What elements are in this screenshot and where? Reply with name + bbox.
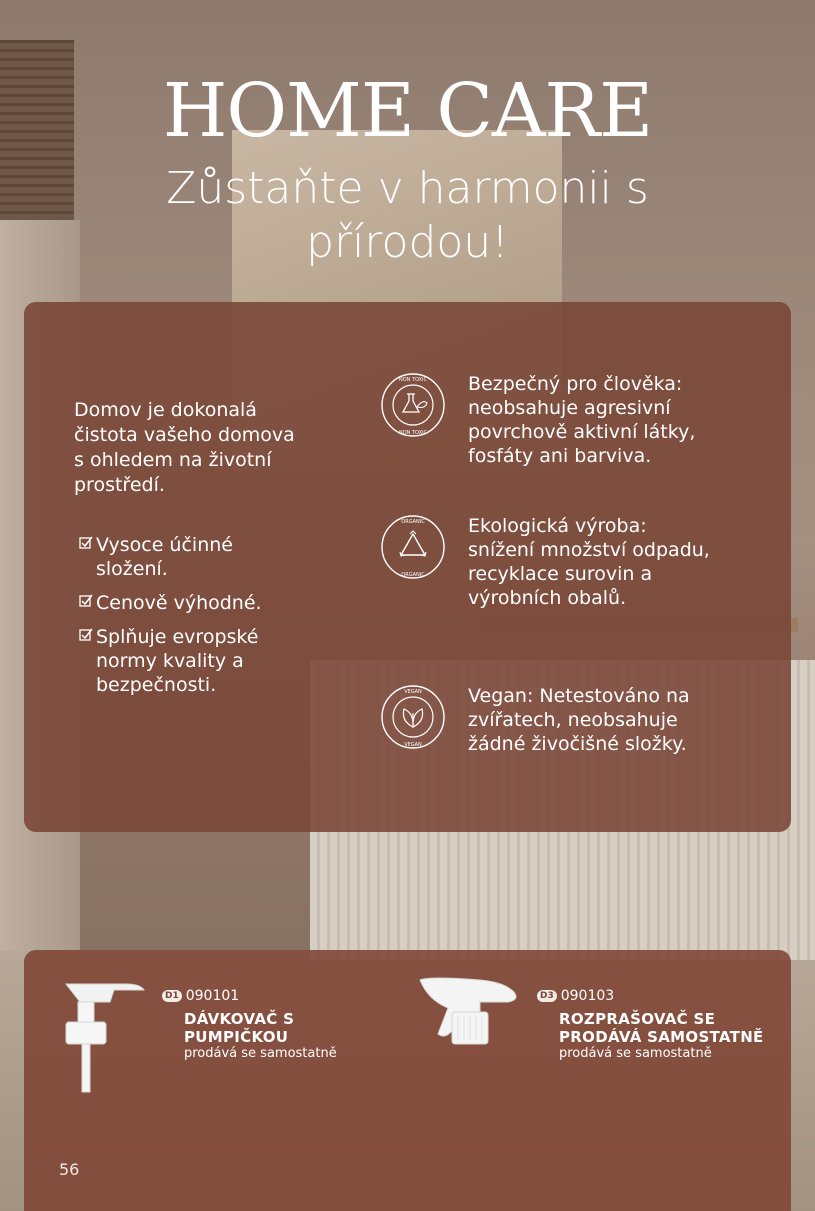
checklist-item-line: Vysoce účinné	[96, 534, 233, 556]
checkbox-checked-icon	[76, 628, 96, 642]
product-code: 090101	[185, 988, 240, 1004]
product-note: prodává se samostatně	[184, 1046, 337, 1061]
intro-line: čistota vašeho domova	[74, 424, 295, 446]
product-code: 090103	[560, 988, 615, 1004]
product-pump-dispenser	[162, 988, 337, 1061]
checklist-item-line: bezpečnosti.	[96, 674, 217, 696]
checkbox-checked-icon	[76, 536, 96, 550]
intro-line: s ohledem na životní	[74, 449, 272, 471]
organic-badge-icon	[380, 514, 446, 580]
checklist-item-line: normy kvality a	[96, 650, 244, 672]
feature-line: zvířatech, neobsahuje	[468, 709, 678, 731]
feature-line: výrobních obalů.	[468, 587, 627, 609]
badge-bottom-text: NON TOXIC	[398, 430, 428, 436]
page-title: HOME CARE	[162, 68, 653, 154]
benefits-checklist	[76, 533, 316, 707]
product-name-line: PUMPIČKOU	[184, 1028, 289, 1046]
subtitle-line: přírodou!	[306, 217, 509, 268]
product-tag: D3	[537, 990, 557, 1002]
product-note: prodává se samostatně	[559, 1046, 712, 1061]
pump-dispenser-icon	[56, 978, 148, 1094]
feature-line: Ekologická výroba:	[468, 515, 647, 537]
checklist-item	[76, 625, 316, 697]
badge-top-text: VEGAN	[404, 689, 422, 695]
product-name-line: DÁVKOVAČ S	[184, 1010, 295, 1028]
badge-top-text: ORGANIC	[401, 519, 425, 525]
checkbox-checked-icon	[76, 594, 96, 608]
feature-line: neobsahuje agresivní	[468, 397, 671, 419]
feature-line: povrchově aktivní látky,	[468, 421, 696, 443]
checklist-item	[76, 591, 316, 615]
feature-line: fosfáty ani barviva.	[468, 445, 652, 467]
feature-line: snížení množství odpadu,	[468, 539, 710, 561]
intro-line: prostředí.	[74, 474, 165, 496]
intro-text	[74, 398, 334, 498]
checklist-item-line: Cenově výhodné.	[96, 592, 262, 614]
product-name-line: ROZPRAŠOVAČ SE	[559, 1010, 716, 1028]
subtitle-line: Zůstaňte v harmonii s	[166, 163, 649, 214]
product-name-line: PRODÁVÁ SAMOSTATNĚ	[559, 1028, 764, 1046]
badge-bottom-text: ORGANIC	[401, 572, 425, 578]
product-tag: D1	[162, 990, 182, 1002]
checklist-item-line: Splňuje evropské	[96, 626, 259, 648]
feature-line: žádné živočišné složky.	[468, 733, 687, 755]
page-subtitle	[0, 162, 815, 270]
product-spray-trigger	[537, 988, 764, 1061]
spray-trigger-icon	[412, 972, 522, 1052]
feature-line: Vegan: Netestováno na	[468, 685, 690, 707]
non-toxic-badge-icon	[380, 372, 446, 438]
feature-vegan	[380, 684, 780, 756]
badge-top-text: NON TOXIC	[398, 377, 428, 383]
feature-line: Bezpečný pro člověka:	[468, 373, 683, 395]
vegan-badge-icon	[380, 684, 446, 750]
feature-non-toxic	[380, 372, 780, 468]
page-number: 56	[59, 1160, 80, 1179]
feature-line: recyklace surovin a	[468, 563, 653, 585]
checklist-item-line: složení.	[96, 558, 168, 580]
badge-bottom-text: VEGAN	[404, 742, 422, 748]
checklist-item	[76, 533, 316, 581]
intro-line: Domov je dokonalá	[74, 399, 257, 421]
feature-organic	[380, 514, 780, 610]
